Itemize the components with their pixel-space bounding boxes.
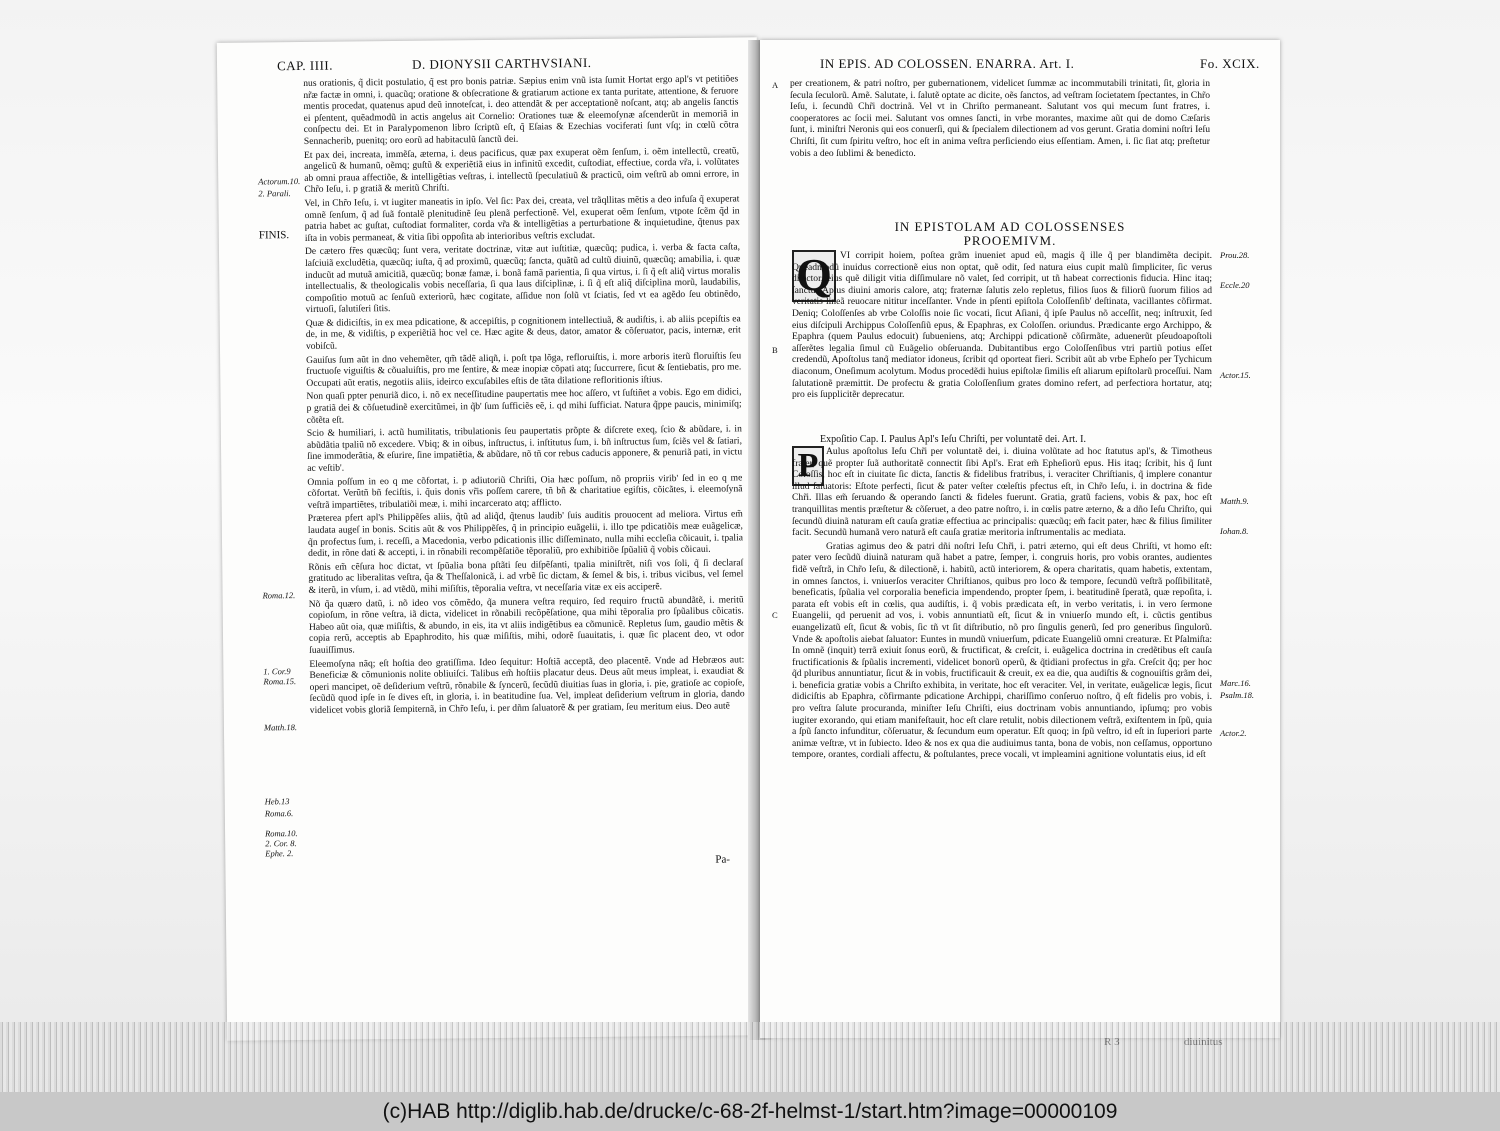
margin-note: 2. Cor. 8. (265, 838, 297, 849)
running-title: D. DIONYSII CARTHVSIANI. (411, 54, 592, 72)
margin-note: Roma.15. (263, 676, 297, 687)
margin-note: Marc.16. (1220, 678, 1251, 688)
margin-letter: B (772, 345, 778, 355)
left-page (217, 37, 767, 1041)
paragraph: Rõnis em̃ cẽſura hoc dictat, vt ſpũalia bona pſtãti ſeu diſpẽſanti, tpalia miniſtrẽt, niſi vos ſoli, q̃ ſi declaraſ gratitudo ac liberalitas veſtra, q̃a & Theſſalonicã, i. ad vrbẽ ſic dictam, & ſemel & bis, i. tribus vicibus, vel ſemel & iterũ, in vſum, i. ad vtẽdũ, mihi miſiſtis, tẽporalia veſtra, vt neceſſaria vitæ ex eis acciperẽ. (308, 557, 744, 596)
margin-note: Psalm.18. (1220, 690, 1254, 700)
margin-letter: C (772, 610, 778, 620)
paragraph: Scio & humiliari, i. actũ humilitatis, tribulationis ſeu paupertatis prõpte & diſcrete exeq, ſcio & abũdare, i. in abũdãtia tpaliũ nõ excedere. Vbiq; & in oibus, inſtructus, i. inſtitutus ſum, i. bñ inſtructus ſum, ſciẽs vel & ſatiari, ſine immoderãtia, & eſurire, ſine impatiẽtia, & abũdare, nõ tñ cor rebus caducis apponere, & penuriã pati, in victu ac veſtib'. (306, 423, 743, 474)
paragraph: Eleemoſyna nãq; eſt hoſtia deo gratiſſima. Ideo ſequitur: Hoſtiã acceptã, deo placentẽ. Vnde ad Hebræos aut: Beneficiæ & cõmunionis nolite obliuiſci. Talibus em̃ hoſtiis placatur deus. Deus aũt meus impleat, i. exaudiat & operi mancipet, oẽ deſiderium veſtrũ, rõnabile & ſyncerũ, ſecũdũ diuitias ſuas in gloria, i. pie, gratioſe ac copioſe, ſecũdũ quod ipſe in ſe dives eſt, in gloria, i. in beatitudine ſua. Vel, impleat deſiderium veſtrum in gloria, dando videlicet vobis gloriã ſempiternã, in Chr̃o Ieſu, i. per dñm ſaluatorẽ & per gratiam, ſeu meritum eius. Deo autẽ (309, 653, 745, 716)
paragraph: Aulus apoſtolus Ieſu Chr̃i per voluntatẽ dei, i. diuina volũtate ad hoc ſtatutus apl's, & Timotheus frater, quẽ propter ſuã authoritatẽ connectit ſibi Apl's. Erat em̃ Epheſiorũ epus. His itaq; ſcribit, his q̃ ſunt Coloſſis, hoc eſt in ciuitate ſic dicta, ſanctis & fidelibus fratribus, i. veraciter Chriſtianis, q̃ implere conantur illud ſaluatoris: Eſtote perfecti, ſicut & pater veſter cœleſtis pfectus eſt, in Chr̃o Ieſu, i. in doctrina & fide Chr̃i. Illas em̃ ſeruando & operando ſancti & fideles fuerunt. Gratia, gratũ faciens, vobis & pax, hoc eſt tranquillitas mentis præſtetur & cõſeruet, a deo patre noſtro, i. in cœlis patre æterno, & a dño Ieſu Chriſto, qui ſecundũ diuinã naturam eſt cauſa gratiæ effectiua ac principalis: quæcũq; em̃ facit pater, hæc & filius ſimiliter facit. Secundũ humanã vero naturã eſt cauſa gratiæ meritoria inſtrumentalis ac mediata. (792, 446, 1212, 539)
margin-note: Eccle.20 (1220, 280, 1250, 290)
paragraph: Quæ & didiciſtis, in ex mea pdicatione, & accepiſtis, p cognitionem intellectiuã, & audiſtis, i. ab aliis pcepiſtis ea de, in me, & vidiſtis, p experiẽtiã hoc vel ce. Hæc agite & deus, dator, amator & cõſeruator, pacis, internæ, erit vobiſcũ. (305, 313, 741, 352)
catchword: Pa- (715, 853, 731, 866)
margin-note: Roma.6. (264, 808, 294, 819)
paragraph: Non quaſi ppter penuriã dico, i. nõ ex neceſſitudine paupertatis mee hoc aſſero, vt ſuſtiñet a vobis. Ego em didici, p gratiã dei & cõſuetudinẽ exercitũmei, in q̃b' ſum ſufficiẽs eẽ, i. qd mihi ſufficiat. Natura q̃ppe paucis, minimiſq; cõtẽta eſt. (306, 386, 742, 426)
paragraph: Et pax dei, increata, immẽſa, æterna, i. deus pacificus, quæ pax exuperat oẽm ſenſum, i. oẽm intellectũ, creatũ, angelicũ & humanũ, oẽmq; guſtũ & experiẽtiã eius in infinitũ excedit, cuſtodiat, effectiue, corda vr̃a, i. volũtates ab omni praua affectiõe, & intelligẽtias veſtras, i. intellectũ ſpeculatiuũ & practicũ, oim veſtrũ ab omni errore, in Chr̃o Ieſu, i. p gratiã & meritũ Chriſti. (303, 144, 740, 196)
margin-note: Matth.9. (1220, 496, 1249, 506)
copyright-url: (c)HAB http://diglib.hab.de/drucke/c-68-2f-helmst-1/start.htm?image=00000109 (382, 1100, 1118, 1123)
title-line: PROOEMIVM. (963, 233, 1057, 248)
margin-note: Heb.13 (264, 796, 290, 807)
margin-note: 2. Parali. (258, 188, 291, 199)
running-title: IN EPIS. AD COLOSSEN. ENARRA. Art. I. (820, 56, 1075, 71)
prooemium-text: VI corripit hoiem, poſtea grãm inueniet apud eũ, magis q̃ ille q̃ per blandimẽta decipit. Quẽadmodũ inuidus correctionẽ eius non optat, quẽ odit, ſed natura eius cupit malũ ſimpliciter, ſic verus dilector, eius quẽ diligit vitia diſſimulare nõ valet, ſed corripit, ut tñ habeat correctionis fiducia. Hinc itaq; ſanctus Aplus diuini amoris calore, atq; fraternæ ſalutis zelo repletus, filios ſuos & filiorũ ſuorum filios ad veritatis lineã reuocare nititur inceſſanter. Vnde in pſenti epiſtola Coloſſenſib' deſtinata, vacillantes cõfirmat. Deniq; Coloſſenſes ab vrbe Coloſſis noie ſic vocati, ſicut Aſiani, q̃ ipſe Paulus nõ acceſſit, neq; inſtruxit, ſed eius diſcipuli Archippus Coloſſenſiũ epus, & Epaphras, ex Coloſſen. oriundus. Prædicante ergo Archippo, & Epaphra (quem Paulus edocuit) ſubueniens, atq; Archippi pdicationẽ cõſirmãte, aduenerũt pſeudoapoſtoli aſſerẽtes legalia ſimul cũ Euãgelio obſeruanda. Dubitantibus ergo Coloſſenſibus vtri partiũ potius eſſet credendũ, Apoſtolus tanq̃ mediator idoneus, ſcribit qd oporteat fieri. Scribit aũt ab vrbe Epheſo per Tychicum diaconum, Oneſimum acolytum. Modus procedẽdi huius epiſtolæ ſimilis eſt aliarum epiſtolarũ proceſſui. Nam ſalutationẽ præmittit. De profectu & gratia Coloſſenſium grates domino refert, ad perfectiora hortatur, atq; pro eis ſupplicitẽr deprecatur. (792, 250, 1212, 401)
folio-number: Fo. XCIX. (1200, 56, 1260, 71)
left-text-column (303, 73, 746, 878)
title-line: IN EPISTOLAM AD COLOSSENSES (894, 219, 1126, 234)
margin-note: Ephe. 2. (265, 848, 294, 859)
margin-note: Actor.15. (1220, 370, 1251, 380)
margin-note: 1. Cor.9 (263, 666, 291, 677)
left-running-header (276, 53, 747, 74)
margin-note: Actor.2. (1220, 728, 1247, 738)
closing-text: per creationem, & patri noſtro, per gubernationem, videlicet ſummæ ac incommutabili trinitati, ſit, gloria in ſecula ſeculorũ. Amẽ. Salutate, i. ſalutẽ optate ac dicite, oẽs ſanctos, ad veſtram ſocietatem ſpectantes, in Chr̃o Ieſu, i. ſecundũ Chr̃i doctrinã. Vel vt in Chriſto permaneant. Salutant vos qui mecum ſunt fratres, i. cooperatores ac ſocii mei. Salutant vos omnes ſancti, in vrbe morantes, maxime aũt qui de domo Cæſaris ſunt, i. miniſtri Neronis qui eos conuerſi, qui & ſpecialem dilectionem ad vos gerunt. Gratia domini noſtri Ieſu Chriſti, ſit cum ſpiritu veſtro, hoc eſt in anima veſtra perſiciendo eius eſſentiam. Amen, i. ſic ſiat atq; preſtetur vobis a deo ſublimi & benedicto. (790, 78, 1210, 159)
paragraph: nus orationis, q̃ dicit postulatio, q̃ est pro bonis patriæ. Sæpius enim vnũ ista ſumit Hortat ergo apl's vt petitiões nr̃æ factæ in omni, i. quacũq; oratione & obſecratione & gratiarum actione ex tanta puritate, attentione, & feruore mentis procedat, quatenus apud deũ innoteſcat, i. deo attendãt & per acceptationẽ noſcant, atq; ab angelis ſanctis ei pſentent, quẽadmodũ in actis angelus ait Cornelio: Orationes tuæ & eleemoſynæ aſcenderũt in memoriã in conſpectu dei. Et in Paralypomenon libro ſcriptũ eſt, q̃ Eſaias & Ezechias vociferati ſunt vſq; in cœlũ cõtra Sennacherib, puenitq; oro eorũ ad habitaculũ ſanctũ dei. (303, 73, 739, 147)
margin-note: Prou.28. (1220, 250, 1250, 260)
exposition-heading: Expoſitio Cap. I. Paulus Apl's Ieſu Chriſti, per voluntatẽ dei. Art. I. (820, 434, 1086, 445)
scan-edge (0, 1022, 1500, 1092)
paragraph: Gratias agimus deo & patri dñi noſtri Ieſu Chr̃i, i. patri æterno, qui eſt deus Chriſti, vt homo eſt: pater vero ſecũdũ diuinã naturam quã habet a patre, ſemper, i. congruis horis, pro vobis orantes, audientes fidẽ veſtrã, in Chr̃o Ieſu, & dilectionẽ, i. habitũ, actũ interiorem, & opera charitatis, quam habetis, extentam, in omnes ſanctos, i. vniuerſos veraciter Chriſtianos, quibus pro loco & tempore, ſecundũ veſtrã poſſibilitatẽ, beneficatis, ſpũalia vel corporalia beneficia impendendo, propter ſpem, i. beatitudinẽ ſperatã, quæ repoſita, i. parata eſt vobis eſt in cœlis, qua audiſtis, i. q̃ vobis prædicata eſt, in verbo veritatis, i. in vero ſermone Euangelii, qd peruenit ad vos, i. vobis annuntiatũ eſt, ſicut & in vniuerſo mundo eſt, i. cũctis gentibus euangelizatũ eſt, ſicut & vobis, ſic tñ vt ſit diſtributio, nõ pro ſingulis generũ, ſed pro generibus ſingulorũ. Vnde & apoſtolis aiebat ſaluator: Euntes in mundũ vniuerſum, pdicate Euangeliũ omni creaturæ. Et Pſalmiſta: In omnẽ (inquit) terrã exiuit ſonus eorũ, & fructificat, & creſcit, i. euãgelica doctrina in credẽtibus eſt cauſa fructificationis & ſpũalis incrementi, videlicet bonorũ operũ, & q̃tidiani profectus in gr̃a. Creſcit q̃q; per hoc q̃d pluribus annuntiatur, ſicut & in vobis, fructificauit & creuit, ex ea die, qua audiſtis & cognouiſtis grãm dei, i. beneficia gratiæ vobis a Chriſto exhibita, in veritate, hoc eſt veraciter. Vel, in veritate, euãgelicæ legis, ſicut didiciſtis ab Epaphra, cõfirmante pdicatione Archippi, chariſſimo conſeruo noſtro, q̃ eſt fidelis pro vobis, i. pro veſtra ſalute procuranda, miniſter Ieſu Chriſti, eius doctrinam vobis annuntiando, ipſumq; pro vobis iugiter exorando, qui etiam manifeſtauit, hoc eſt clare retulit, nobis dilectionem veſtrã, exiſtentem in ſpũ, quia a ſpũ ſancto infunditur, cõſeruatur, & ſecundum eum operatur. Eſt quoq; in ſpũ veſtro, id eſt in ſuperiori parte animæ veſtræ, vt in ſubiecto. Ideo & nos ex qua die audiuimus tanta, bona de vobis, non ceſſamus, opportuno tempore, orantes, cordiali affectu, & poſtulantes, prece vocali, vt impleamini agnitione voluntatis eius, id eſt (792, 540, 1212, 761)
margin-note: Roma.12. (262, 590, 296, 601)
paragraph: Nõ q̃a quæro datũ, i. nõ ideo vos cõmẽdo, q̃a munera veſtra requiro, ſed requiro fructũ abundãtẽ, i. meritũ copioſum, in rõne veſtra, iã dicta, videlicet in rõnabili recõpẽſatione, qua mihi tẽporalia pro ſpũalibus cõicatis. Habeo aũt oia, quæ miſiſtis, & abundo, in eis, ita vt aliis indigẽtibus ea cõmunicẽ. Repletus ſum, gaudio mẽtis & copia rerũ, acceptis ab Epaphrodito, his quæ miſiſtis, mihi, odorẽ ſuauitatis, i. quæ ſic placent deo, vt odor ſuauiſſimus. (308, 593, 745, 656)
paragraph: Vel, in Chr̃o Ieſu, i. vt iugiter maneatis in ipſo. Vel ſic: Pax dei, creata, vel trãqllitas mẽtis a deo infuſa q̃ exuperat omnẽ ſenſum, q̃ ad ſuã fontalẽ plenitudinẽ ſeu plenã perfectionẽ. Vel, exuperat oẽm ſenſum, vtpote ſcẽm q̃d in patria habet ac guſtat, cuſtodiat formaliter, corda vr̃a & intelligẽtias a perturbatione & inquietudine, q̃tenus pax iſta in vobis permaneat, & vitia ſibi oppoſita ab interioribus veſtris excludat. (304, 193, 740, 244)
exposition-text (792, 446, 1212, 763)
margin-note: Matth.18. (263, 722, 298, 733)
finis-label: FINIS. (258, 229, 290, 242)
paragraph: Gauiſus ſum aũt in dno vehemẽter, qm̃ tãdẽ aliqñ, i. poſt tpa lõga, refloruiſtis, i. more arboris iterũ floruiſtis ſeu fructuoſe viguiſtis & cõualuiſtis, pro me ſentire, & meæ inopiæ cõpati atq; ſuccurrere, ſicut & ſentiebatis, pro me. Occupati aũt eratis, negotiis aliis, ideirco excuſabiles eſtis de tãta dilatione refloritionis iſtius. (306, 350, 742, 389)
margin-note: Iohan.8. (1220, 526, 1249, 536)
chapter-label: CAP. IIII. (276, 57, 334, 74)
epistle-title (795, 220, 1225, 248)
decorated-initial: P (792, 446, 824, 486)
paragraph: De cætero fr̃es quæcũq; ſunt vera, veritate doctrinæ, vitæ aut iuſtitiæ, quæcũq; pudica, i. verba & facta caſta, laſciuiã excludẽtia, quæcũq; iuſta, q̃ ad proximũ, quæcũq; ſancta, quãtũ ad cultũ diuinũ, quæcũq; amabilia, i. quæ inducũt ad mutuã amicitiã, quæcũq; bonæ famæ, i. bonã famã parientia, ſi qua virtus, i. ſi q̃ eſt aliq̃ virtus moralis intellectualis, & theologicalis vobis neceſſaria, ſi qua laus diſciplinæ, i. ſi q̃ eſt aliq̃ diſciplina morũ, laudabilis, compoſitio motuũ ac ſenſuũ exteriorũ, hæc cogitate, aſſidue non ſolũ vt ſciatis, ſed vt ea agẽdo ſeu obtinẽdo, virtuoſi, ſalutiſeri ſitis. (304, 241, 741, 316)
decorated-initial: Q (792, 250, 836, 302)
margin-letter: A (772, 80, 779, 90)
paragraph: Præterea pfert apl's Philippẽſes aliis, q̃tũ ad aliq̃d, q̃tenus laudib' ſuis auditis prouocent ad meliora. Virtus em̃ laudata augeſ in bonis. Scitis aũt & vos Philippẽſes, q̃ in principio euãgelii, i. illo tpe pdicatiõis meæ euãgelicæ, q̃n profectus ſum, i. receſſi, a Macedonia, verbo pdicationis illic diſſeminato, nulla mihi eccleſia cõicauit, i. tpalia dedit, in rõne dati & accepti, i. in rõnabili recompẽſatiõe tẽporaliũ, pro exhibitiõe ſpũaliũ q̃ vobis cõicaui. (307, 508, 744, 560)
margin-note: Roma.10. (265, 828, 298, 839)
paragraph: Omnia poſſum in eo q me cõfortat, i. p adiutoriũ Chriſti, Oia hæc poſſum, nõ propriis virib' ſed in eo q me cõfortat. Verũtñ bñ feciſtis, i. q̃uis donis vr̃is poſſem carere, tñ bñ & charitatiue egiſtis, cõicãtes, i. eleemoſynã veſtrã impartiẽtes, tribulatiõi meæ, i. mihi incarcerato atq; afflicto. (307, 471, 743, 511)
margin-note: Actorum.10. (258, 175, 301, 187)
